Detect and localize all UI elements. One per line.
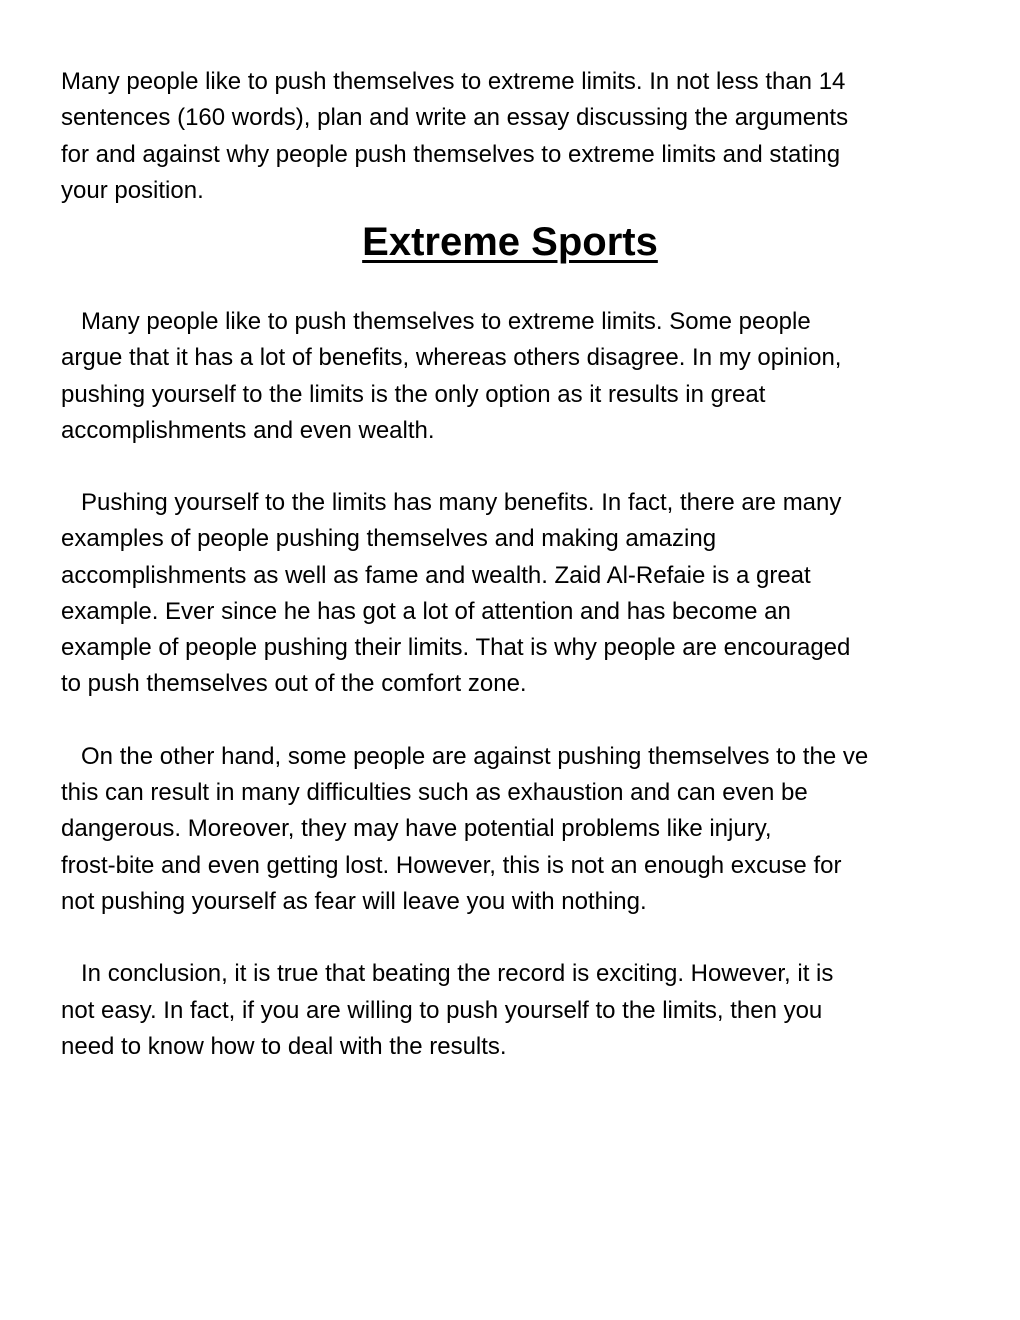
paragraph-line: this can result in many difficulties such as exhaustion and can even be	[61, 779, 808, 806]
paragraph-line: example of people pushing their limits. That is why people are encouraged	[61, 634, 851, 661]
prompt-line: Many people like to push themselves to extreme limits. In not less than 14	[61, 68, 846, 95]
paragraph-line: example. Ever since he has got a lot of attention and has become an	[61, 598, 791, 625]
prompt-line: for and against why people push themselves to extreme limits and stating	[61, 141, 841, 168]
paragraph-line: frost-bite and even getting lost. However, this is not an enough excuse for	[61, 852, 842, 879]
paragraph-line: dangerous. Moreover, they may have potential problems like injury,	[61, 815, 772, 842]
prompt-line: your position.	[61, 177, 204, 204]
paragraph-line: argue that it has a lot of benefits, whereas others disagree. In my opinion,	[61, 344, 842, 371]
paragraph-line: Pushing yourself to the limits has many benefits. In fact, there are many	[61, 489, 842, 516]
essay-title: Extreme Sports	[362, 220, 658, 264]
paragraph-line: examples of people pushing themselves and making amazing	[61, 525, 717, 552]
paragraph-line: need to know how to deal with the results.	[61, 1033, 507, 1060]
paragraph-line: not easy. In fact, if you are willing to push yourself to the limits, then you	[61, 997, 823, 1024]
paragraph-line: accomplishments as well as fame and wealth. Zaid Al-Refaie is a great	[61, 562, 811, 589]
paragraph-line: to push themselves out of the comfort zone.	[61, 670, 527, 697]
paragraph-line: On the other hand, some people are against pushing themselves to the ve	[61, 743, 869, 770]
prompt-line: sentences (160 words), plan and write an essay discussing the arguments	[61, 104, 849, 131]
paragraph-line: Many people like to push themselves to extreme limits. Some people	[61, 308, 811, 335]
paragraph-line: In conclusion, it is true that beating the record is exciting. However, it is	[61, 960, 834, 987]
paragraph-line: pushing yourself to the limits is the only option as it results in great	[61, 381, 766, 408]
paragraph-line: accomplishments and even wealth.	[61, 417, 435, 444]
paragraph-line: not pushing yourself as fear will leave you with nothing.	[61, 888, 647, 915]
